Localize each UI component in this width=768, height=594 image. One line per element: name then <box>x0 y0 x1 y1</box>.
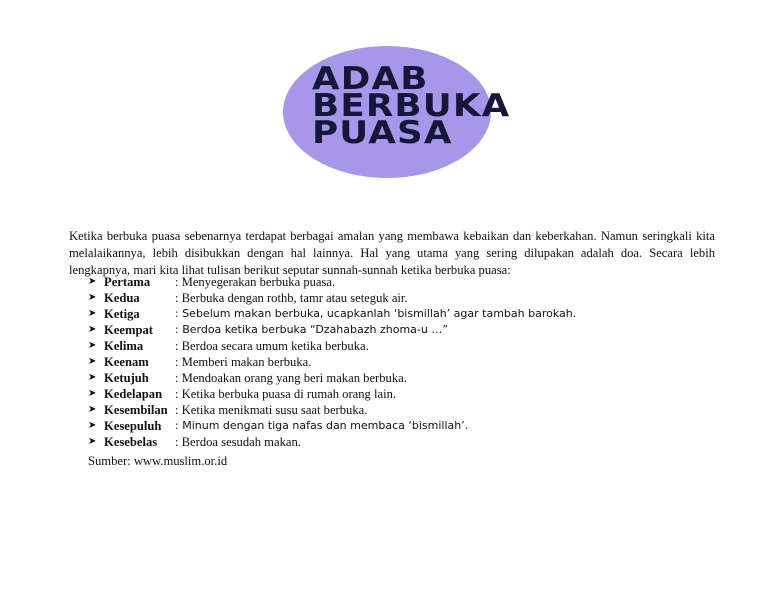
list-item <box>88 354 576 370</box>
arrow-bullet-icon: ➤ <box>88 340 97 351</box>
arrow-bullet-icon: ➤ <box>88 420 97 431</box>
list-desc: : Berdoa secara umum ketika berbuka. <box>175 339 369 353</box>
intro-paragraph: Ketika berbuka puasa sebenarnya terdapat berbagai amalan yang membawa kebaikan dan keberkahan. Namun seringkali kita melalaikannya, lebih disibukkan dengan hal lainnya. Hal yang utama yang sering dilupakan adalah doa. Secara lebih lengkapnya, mari kita lihat tulisan berikut seputar sunnah-sunnah ketika berbuka puasa: <box>69 228 715 277</box>
arrow-bullet-icon: ➤ <box>88 404 97 415</box>
list-desc: : Ketika berbuka puasa di rumah orang lain. <box>175 387 397 401</box>
list-desc: : Mendoakan orang yang beri makan berbuka. <box>175 371 407 385</box>
list-item <box>88 386 576 402</box>
logo-line: ADAB <box>312 61 429 97</box>
list-desc: : Ketika menikmati susu saat berbuka. <box>175 403 368 417</box>
list-item <box>88 434 576 450</box>
list-desc: : Menyegerakan berbuka puasa. <box>175 275 336 289</box>
sunnah-list <box>88 274 576 450</box>
list-item <box>88 418 576 434</box>
arrow-bullet-icon: ➤ <box>88 356 97 367</box>
list-desc: : Berdoa sesudah makan. <box>175 435 301 449</box>
list-term: Keenam <box>104 355 149 369</box>
list-item <box>88 370 576 386</box>
source-citation: Sumber: www.muslim.or.id <box>88 454 228 468</box>
list-term: Kesepuluh <box>104 419 162 433</box>
list-term: Pertama <box>104 275 151 289</box>
arrow-bullet-icon: ➤ <box>88 308 97 319</box>
list-item <box>88 322 576 338</box>
list-item <box>88 274 576 290</box>
logo-line: BERBUKA <box>312 88 511 124</box>
arrow-bullet-icon: ➤ <box>88 388 97 399</box>
arrow-bullet-icon: ➤ <box>88 436 97 447</box>
list-desc: : Sebelum makan berbuka, ucapkanlah ‘bismillah’ agar tambah barokah. <box>175 307 577 320</box>
list-item <box>88 290 576 306</box>
list-term: Ketiga <box>104 307 140 321</box>
list-term: Kedua <box>104 291 140 305</box>
logo-title <box>312 61 511 151</box>
list-desc: : Minum dengan tiga nafas dan membaca ‘bismillah’. <box>175 419 469 432</box>
list-term: Kesembilan <box>104 403 168 417</box>
list-desc: : Memberi makan berbuka. <box>175 355 312 369</box>
logo-line: PUASA <box>312 115 453 151</box>
arrow-bullet-icon: ➤ <box>88 324 97 335</box>
list-desc: : Berbuka dengan rothb, tamr atau seteguk air. <box>175 291 408 305</box>
list-term: Keempat <box>104 323 153 337</box>
arrow-bullet-icon: ➤ <box>88 292 97 303</box>
list-item <box>88 306 576 322</box>
list-item <box>88 338 576 354</box>
arrow-bullet-icon: ➤ <box>88 276 97 287</box>
list-desc: : Berdoa ketika berbuka “Dzahabazh zhoma-u …” <box>175 323 449 336</box>
list-term: Kedelapan <box>104 387 163 401</box>
list-term: Kelima <box>104 339 144 353</box>
arrow-bullet-icon: ➤ <box>88 372 97 383</box>
list-term: Ketujuh <box>104 371 149 385</box>
list-term: Kesebelas <box>104 435 158 449</box>
list-item <box>88 402 576 418</box>
